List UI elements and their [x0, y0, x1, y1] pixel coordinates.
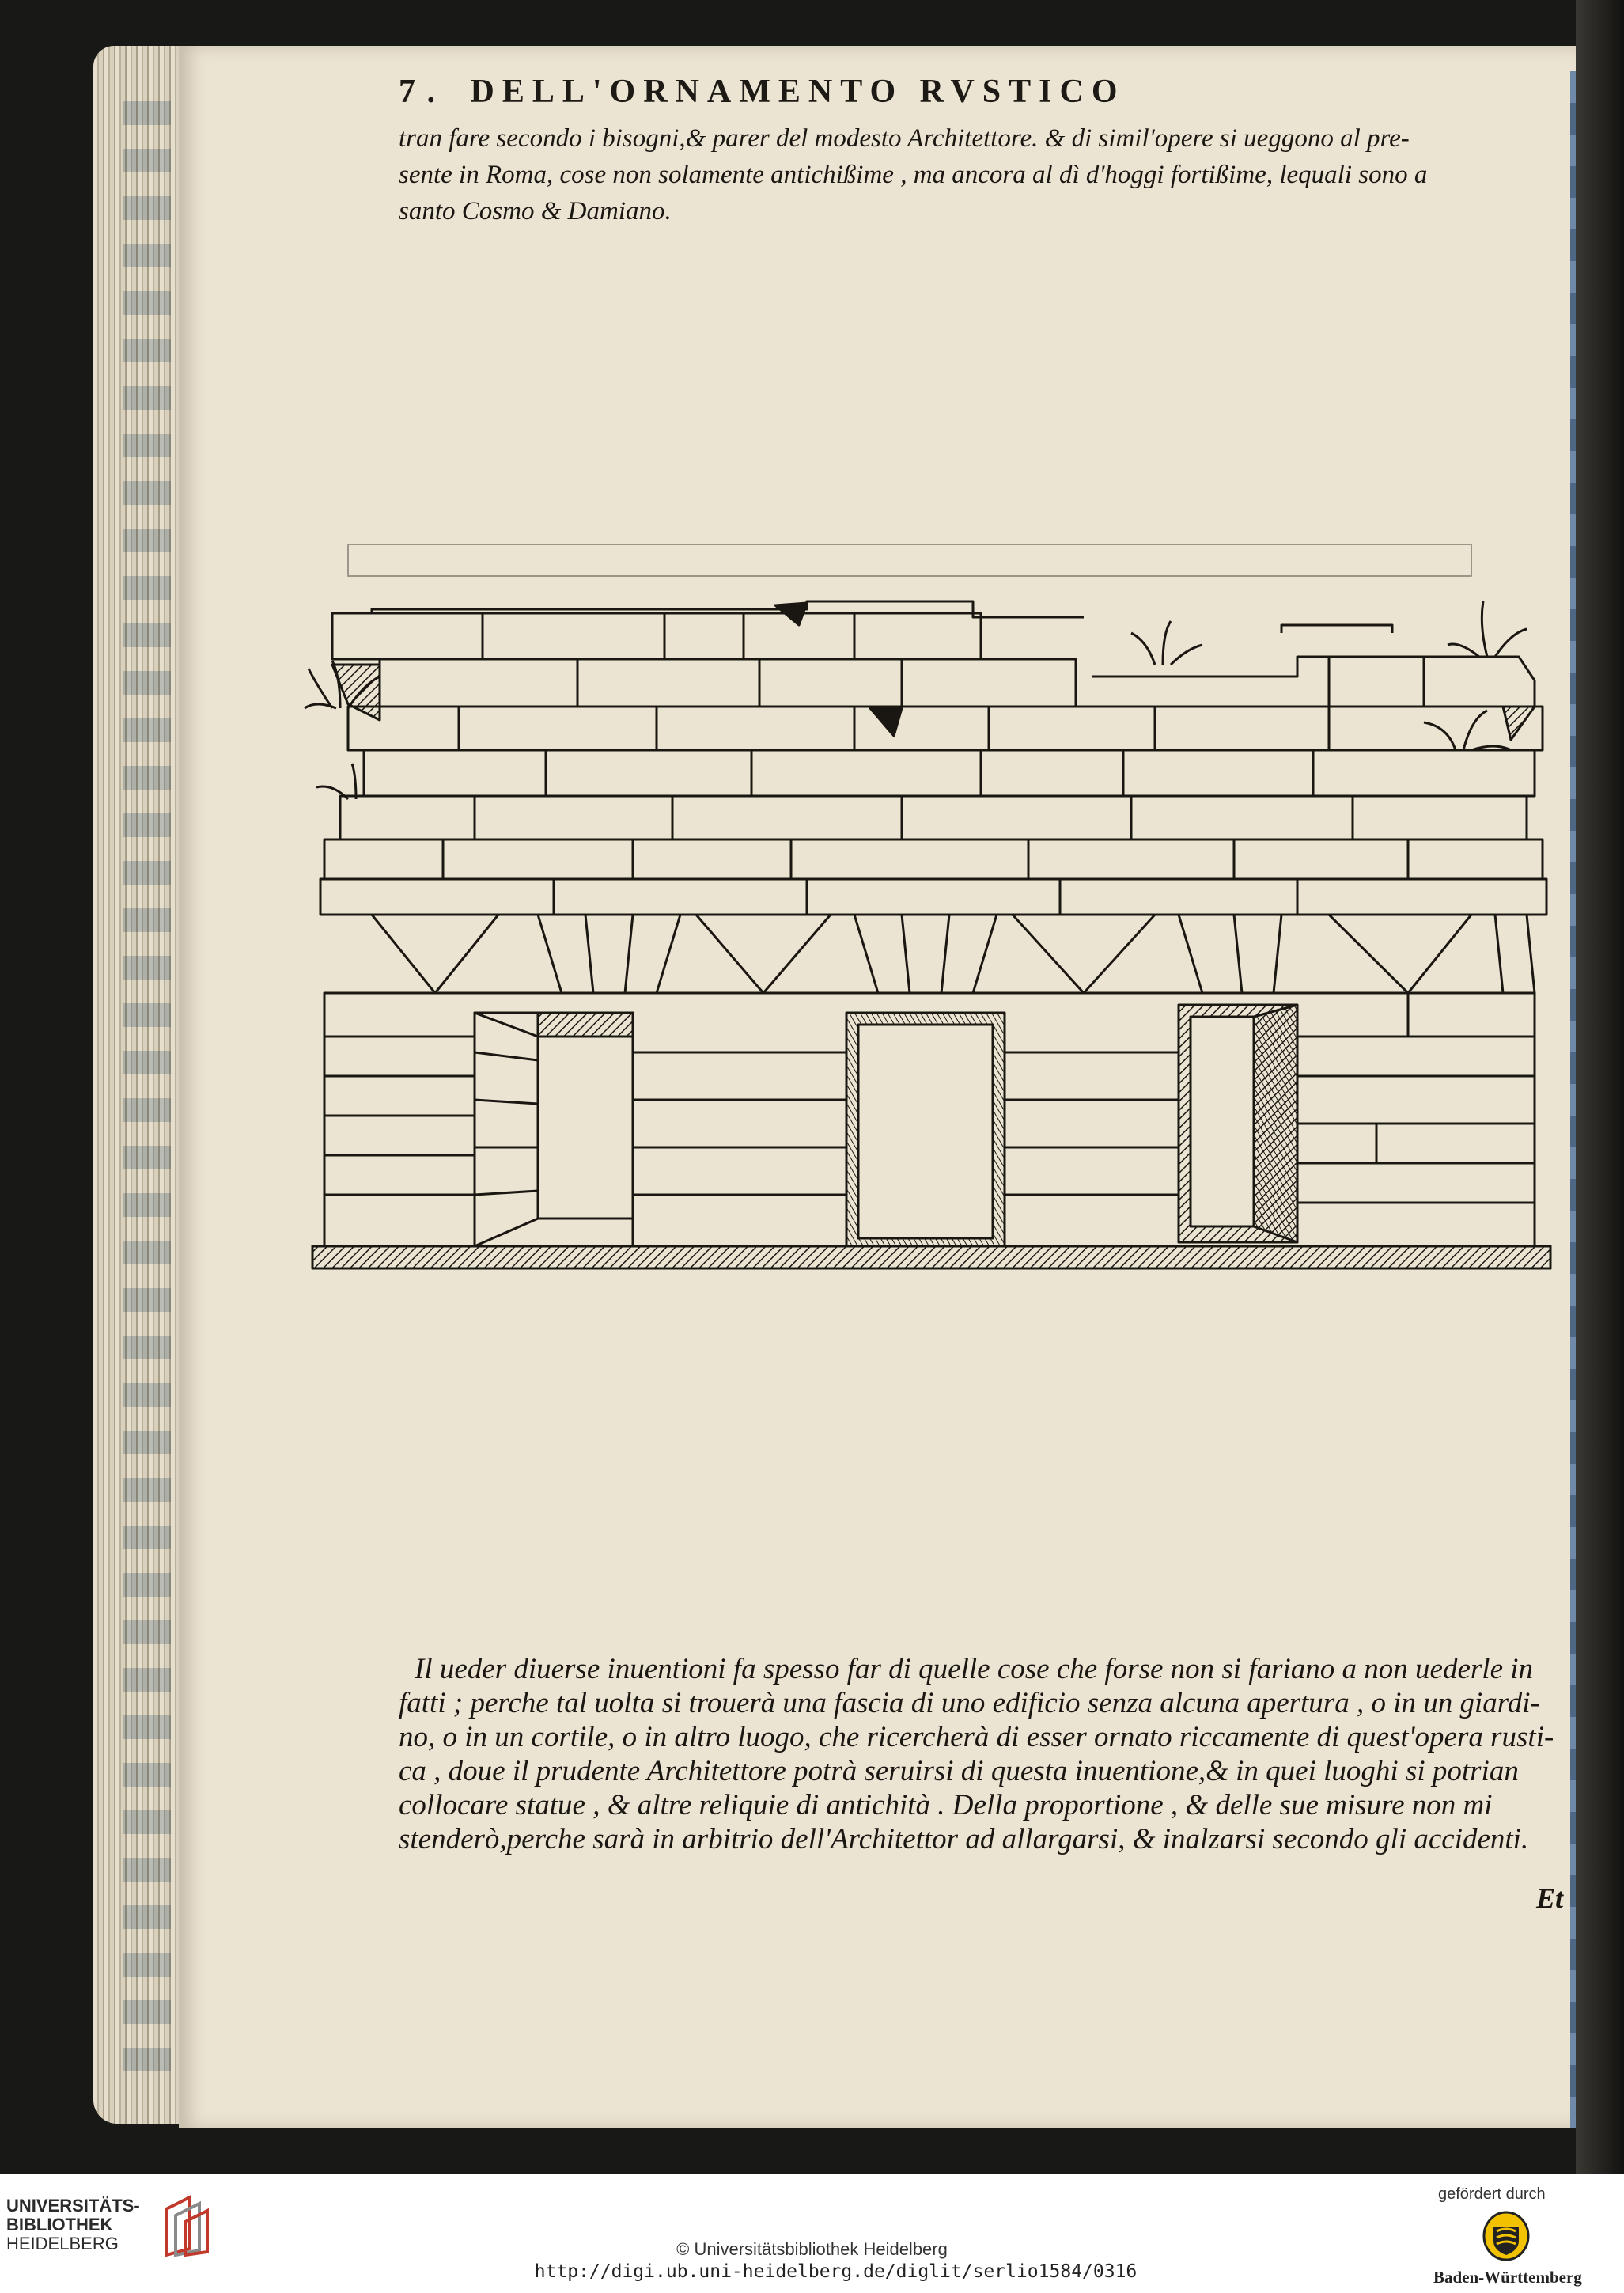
library-name-line: HEIDELBERG: [6, 2234, 119, 2253]
sponsor-label: gefördert durch: [1438, 2185, 1546, 2203]
baden-wuerttemberg-crest-icon: [1482, 2209, 1530, 2261]
library-name-line: BIBLIOTHEK: [6, 2215, 113, 2234]
text-line: no, o in un cortile, o in altro luogo, che ricercherà di esser ornato riccamente di quest'opera rusti-: [399, 1721, 1554, 1753]
text-line: fatti ; perche tal uolta si trouerà una fascia di uno edificio senza alcuna apertura , o in un giardi-: [399, 1687, 1540, 1719]
permalink-url[interactable]: http://digi.ub.uni-heidelberg.de/diglit/serlio1584/0316: [534, 2261, 1138, 2282]
sponsor-name: Baden-Württemberg: [1433, 2268, 1582, 2287]
scan-background: [1576, 0, 1624, 2174]
bottom-paragraph: [399, 1652, 1562, 1856]
rustic-wall-illustration: [301, 538, 1582, 1377]
text-line: Il ueder diuerse inuentioni fa spesso far di quelle cose che forse non si fariano a non uederle in: [415, 1653, 1534, 1685]
top-paragraph: [399, 120, 1562, 229]
viewer-footer: [0, 2174, 1624, 2293]
library-name-line: UNIVERSITÄTS-: [6, 2196, 140, 2215]
page-number: 7 .: [399, 74, 437, 110]
catchword: Et: [1536, 1882, 1564, 1914]
text-line: sente in Roma, cose non solamente antichißime , ma ancora al dì d'hoggi fortißime, lequali sono a: [399, 161, 1428, 189]
text-line: ca , doue il prudente Architettore potrà seruirsi di questa inuentione,& in quei luoghi si potrian: [399, 1755, 1519, 1787]
running-head-title: DELL'ORNAMENTO RVSTICO: [470, 74, 1126, 110]
running-head: [399, 73, 1348, 111]
text-line: santo Cosmo & Damiano.: [399, 197, 672, 226]
text-line: collocare statue , & altre reliquie di antichità . Della proportione , & delle sue misure non mi: [399, 1789, 1493, 1821]
text-line: stenderò,perche sarà in arbitrio dell'Architettor ad allargarsi, & inalzarsi secondo gli accidenti.: [399, 1823, 1529, 1855]
book-page-edges: [93, 46, 184, 2124]
copyright-notice: © Universitätsbibliothek Heidelberg: [676, 2239, 948, 2259]
text-line: tran fare secondo i bisogni,& parer del modesto Architettore. & di simil'opere si ueggono al pre-: [399, 124, 1410, 153]
